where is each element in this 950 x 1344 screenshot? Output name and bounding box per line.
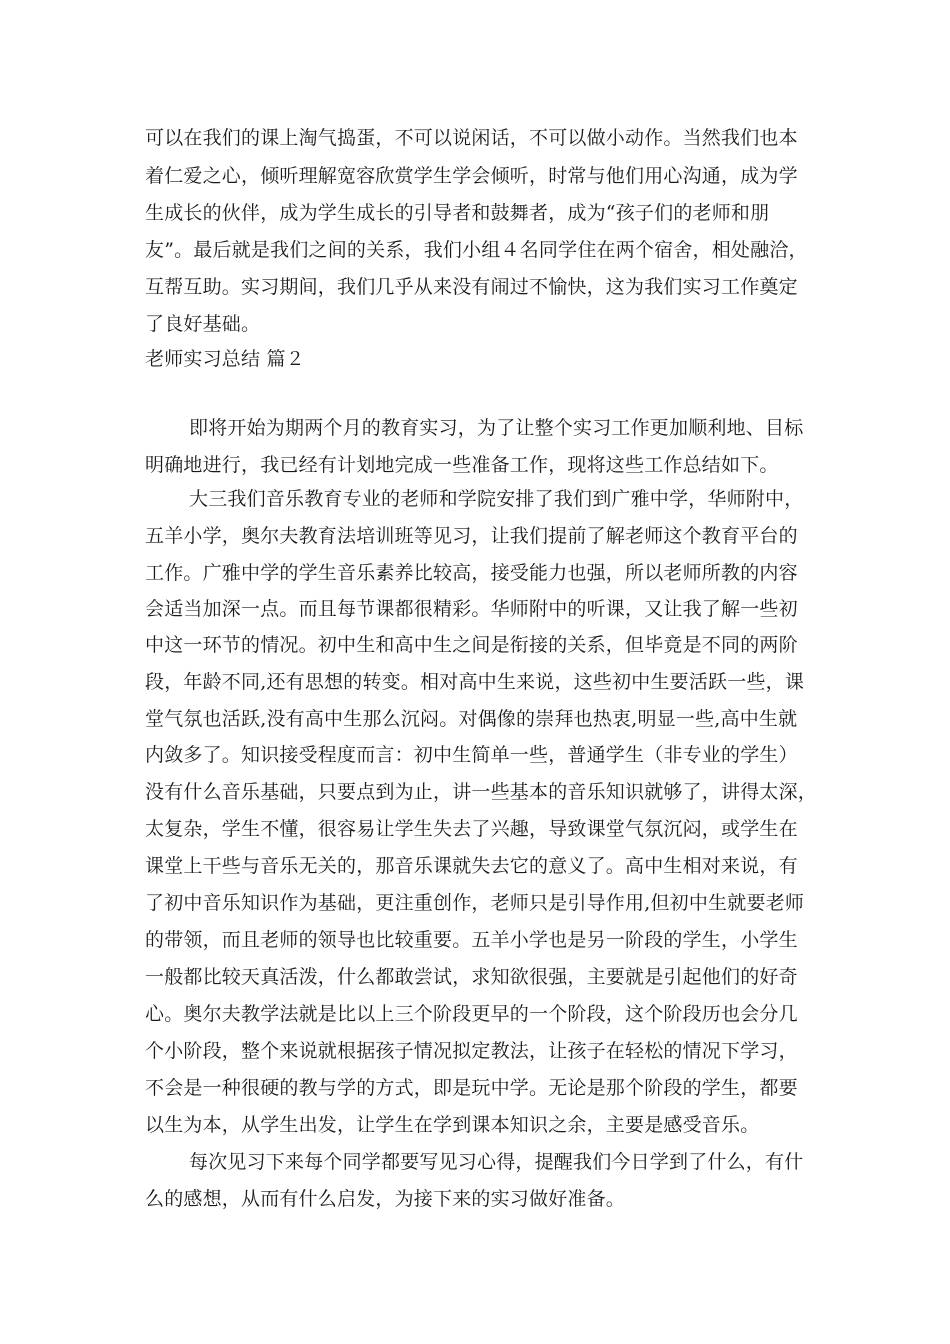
text-line: 每次见习下来每个同学都要写见习心得，提醒我们今日学到了什么，有什 xyxy=(189,1151,804,1173)
text-line: 课堂上干些与音乐无关的，那音乐课就失去它的意义了。高中生相对来说，有 xyxy=(145,855,798,877)
text-line: 即将开始为期两个月的教育实习，为了让整个实习工作更加顺利地、目标 xyxy=(189,417,804,439)
text-line: 段，年龄不同,还有思想的转变。相对高中生来说，这些初中生要活跃一些，课 xyxy=(145,671,805,693)
text-line: 工作。广雅中学的学生音乐素养比较高，接受能力也强，所以老师所教的内容 xyxy=(145,562,798,584)
text-line: 心。奥尔夫教学法就是比以上三个阶段更早的一个阶段，这个阶段历也会分几 xyxy=(145,1003,798,1025)
text-line: 么的感想，从而有什么启发，为接下来的实习做好准备。 xyxy=(145,1188,626,1210)
text-line: 一般都比较天真活泼，什么都敢尝试，求知欲很强，主要就是引起他们的好奇 xyxy=(145,966,798,988)
text-line: 五羊小学，奥尔夫教育法培训班等见习，让我们提前了解老师这个教育平台的 xyxy=(145,525,798,547)
text-line: 太复杂，学生不懂，很容易让学生失去了兴趣，导致课堂气氛沉闷，或学生在 xyxy=(145,818,798,840)
text-line: 不会是一种很硬的教与学的方式，即是玩中学。无论是那个阶段的学生，都要 xyxy=(145,1077,798,1099)
text-line: 了良好基础。 xyxy=(145,313,261,335)
text-line: 会适当加深一点。而且每节课都很精彩。华师附中的听课，又让我了解一些初 xyxy=(145,598,798,620)
text-line: 大三我们音乐教育专业的老师和学院安排了我们到广雅中学，华师附中， xyxy=(189,488,804,510)
text-line: 个小阶段，整个来说就根据孩子情况拟定教法，让孩子在轻松的情况下学习， xyxy=(145,1040,798,1062)
text-line: 中这一环节的情况。初中生和高中生之间是衔接的关系，但毕竟是不同的两阶 xyxy=(145,634,798,656)
text-line: 互帮互助。实习期间，我们几乎从来没有闹过不愉快，这为我们实习工作奠定 xyxy=(145,276,798,298)
text-line: 了初中音乐知识作为基础，更注重创作，老师只是引导作用,但初中生就要老师 xyxy=(145,892,805,914)
text-line: 友”。最后就是我们之间的关系，我们小组４名同学住在两个宿舍，相处融洽， xyxy=(145,239,808,261)
text-line: 着仁爱之心，倾听理解宽容欣赏学生学会倾听，时常与他们用心沟通，成为学 xyxy=(145,165,798,187)
text-line: 以生为本，从学生出发，让学生在学到课本知识之余，主要是感受音乐。 xyxy=(145,1114,760,1136)
text-line: 堂气氛也活跃,没有高中生那么沉闷。对偶像的崇拜也热衷,明显一些,高中生就 xyxy=(145,708,798,730)
text-line: 生成长的伙伴，成为学生成长的引导者和鼓舞者，成为“孩子们的老师和朋 xyxy=(145,202,770,224)
text-line: 明确地进行，我已经有计划地完成一些准备工作，现将这些工作总结如下。 xyxy=(145,454,779,476)
section-title: 老师实习总结 篇２ xyxy=(145,348,305,370)
text-line: 的带领，而且老师的领导也比较重要。五羊小学也是另一阶段的学生，小学生 xyxy=(145,929,798,951)
text-line: 可以在我们的课上淘气捣蛋，不可以说闲话，不可以做小动作。当然我们也本 xyxy=(145,127,798,149)
text-line: 没有什么音乐基础，只要点到为止，讲一些基本的音乐知识就够了，讲得太深， xyxy=(145,781,818,803)
text-line: 内敛多了。知识接受程度而言：初中生简单一些，普通学生（非专业的学生） xyxy=(145,744,798,766)
